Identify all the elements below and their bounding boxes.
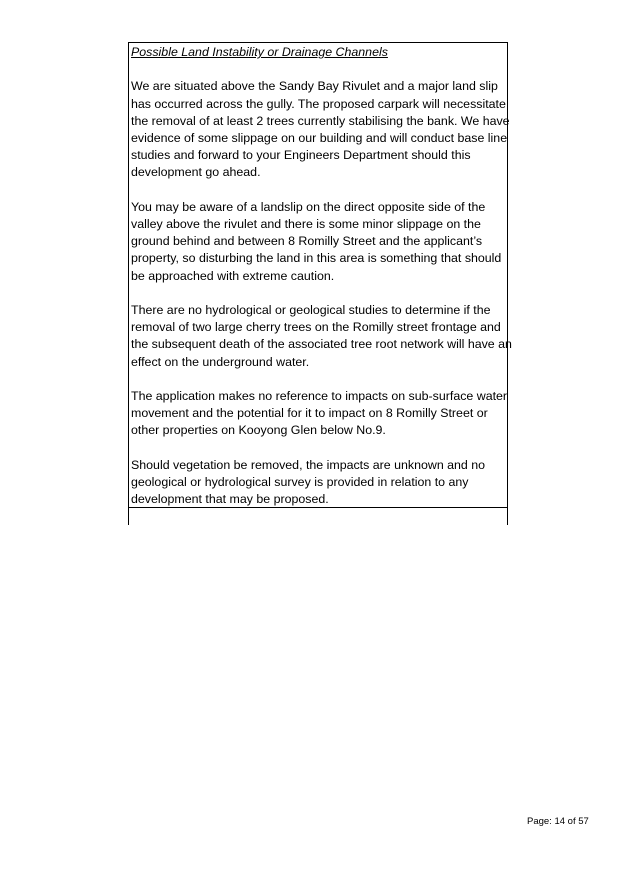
empty-table-row <box>128 507 508 525</box>
paragraph <box>131 302 512 371</box>
cell-content <box>131 44 512 508</box>
text-line: other properties on Kooyong Glen below No.9. <box>131 423 386 438</box>
text-line: There are no hydrological or geological studies to determine if the <box>131 303 491 317</box>
text-line: geological or hydrological survey is provided in relation to any <box>131 475 469 489</box>
text-line: be approached with extreme caution. <box>131 268 335 283</box>
text-line: studies and forward to your Engineers Department should this <box>131 148 471 163</box>
text-line: You may be aware of a landslip on the direct opposite side of the <box>131 199 486 214</box>
text-line: The application makes no reference to impacts on sub-surface water <box>131 389 508 403</box>
paragraph <box>131 388 508 440</box>
text-line: We are situated above the Sandy Bay Rivulet and a major land slip <box>131 79 498 94</box>
text-line: Should vegetation be removed, the impacts are unknown and no <box>131 457 486 472</box>
section-heading: Possible Land Instability or Drainage Channels <box>131 45 388 59</box>
paragraph <box>131 457 505 509</box>
paragraph <box>131 199 505 285</box>
page-number: Page: 14 of 57 <box>527 816 589 827</box>
text-line: development that may be proposed. <box>131 492 329 507</box>
text-line: property, so disturbing the land in this area is something that should <box>131 251 502 266</box>
text-line: removal of two large cherry trees on the Romilly street frontage and <box>131 320 501 335</box>
text-line: the removal of at least 2 trees currently stabilising the bank. We have <box>131 113 510 128</box>
text-line: has occurred across the gully. The proposed carpark will necessitate <box>131 96 506 111</box>
text-line: ground behind and between 8 Romilly Street and the applicant’s <box>131 234 483 249</box>
paragraph <box>131 78 510 181</box>
text-line: valley above the rivulet and there is some minor slippage on the <box>131 217 481 231</box>
text-line: effect on the underground water. <box>131 354 310 369</box>
submission-table-cell <box>128 42 512 508</box>
text-line: evidence of some slippage on our building and will conduct base line <box>131 131 508 145</box>
text-line: movement and the potential for it to impact on 8 Romilly Street or <box>131 406 488 421</box>
text-line: development go ahead. <box>131 165 261 180</box>
text-line: the subsequent death of the associated tree root network will have an <box>131 337 512 352</box>
